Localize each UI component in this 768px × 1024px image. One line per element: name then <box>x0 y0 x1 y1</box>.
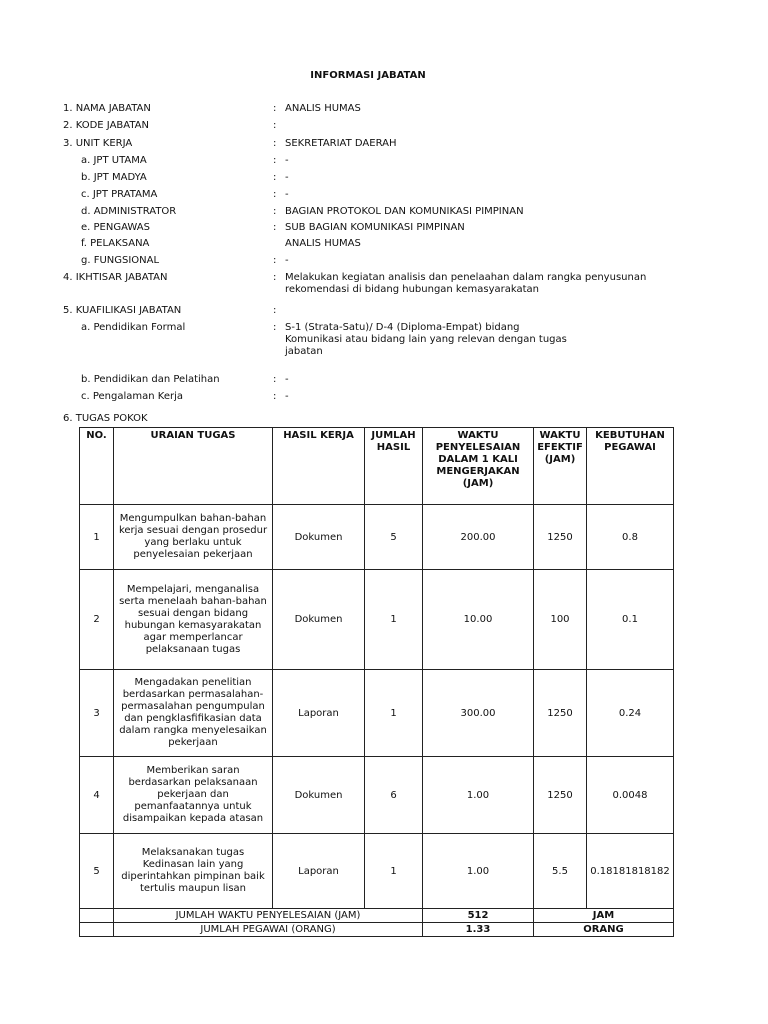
summary-row-waktu <box>80 909 674 923</box>
info-value: S-1 (Strata-Satu)/ D-4 (Diploma-Empat) bidang Komunikasi atau bidang lain yang relevan dengan tugas jabatan <box>285 322 567 357</box>
table-row <box>80 505 674 570</box>
cell-efektif: 1250 <box>534 757 587 834</box>
cell-efektif: 5.5 <box>534 834 587 909</box>
info-value: - <box>285 374 289 385</box>
info-label: d. ADMINISTRATOR <box>81 206 177 217</box>
cell-no: 4 <box>80 757 114 834</box>
cell-waktu: 1.00 <box>423 834 534 909</box>
table-header-row <box>80 428 674 505</box>
header-waktu: WAKTU PENYELESAIAN DALAM 1 KALI MENGERJAKAN (JAM) <box>423 428 534 505</box>
cell-hasil: Laporan <box>273 670 365 757</box>
cell-kebutuhan: 0.24 <box>587 670 674 757</box>
info-value: - <box>285 391 289 402</box>
info-value: SUB BAGIAN KOMUNIKASI PIMPINAN <box>285 222 465 233</box>
info-label: 5. KUAFILIKASI JABATAN <box>63 305 182 316</box>
info-row-pendidikan-formal: a. Pendidikan Formal : S-1 (Strata-Satu)/ D-4 (Diploma-Empat) bidang Komunikasi atau bidang lain yang relevan dengan tugas jabatan <box>63 322 703 358</box>
info-value: Melakukan kegiatan analisis dan penelaahan dalam rangka penyusunan rekomendasi di bidang hubungan kemasyarakatan <box>285 272 647 295</box>
cell-no: 2 <box>80 570 114 670</box>
cell-waktu: 10.00 <box>423 570 534 670</box>
cell-jumlah: 6 <box>365 757 423 834</box>
cell-jumlah: 5 <box>365 505 423 570</box>
info-section <box>63 100 703 403</box>
info-row-jpt-madya: b. JPT MADYA : - <box>63 172 703 184</box>
info-label: c. Pengalaman Kerja <box>81 391 184 402</box>
info-row-pengawas: e. PENGAWAS : SUB BAGIAN KOMUNIKASI PIMPINAN <box>63 222 703 234</box>
info-row-administrator: d. ADMINISTRATOR : BAGIAN PROTOKOL DAN KOMUNIKASI PIMPINAN <box>63 206 703 218</box>
summary-pegawai-label: JUMLAH PEGAWAI (ORANG) <box>114 923 423 937</box>
info-label: e. PENGAWAS <box>81 222 150 233</box>
cell-hasil: Laporan <box>273 834 365 909</box>
info-row-jpt-utama: a. JPT UTAMA : - <box>63 155 703 167</box>
cell-uraian: Memberikan saran berdasarkan pelaksanaan pekerjaan dan pemanfaatannya untuk disampaikan kepada atasan <box>114 757 273 834</box>
cell-no: 5 <box>80 834 114 909</box>
cell-efektif: 1250 <box>534 670 587 757</box>
cell-hasil: Dokumen <box>273 757 365 834</box>
header-kebutuhan: KEBUTUHAN PEGAWAI <box>587 428 674 505</box>
cell-uraian: Mengumpulkan bahan-bahan kerja sesuai dengan prosedur yang berlaku untuk penyelesaian pekerjaan <box>114 505 273 570</box>
cell-uraian: Mempelajari, menganalisa serta menelaah bahan-bahan sesuai dengan bidang hubungan kemasyarakatan agar memperlancar pelaksanaan tugas <box>114 570 273 670</box>
cell-jumlah: 1 <box>365 670 423 757</box>
info-row-fungsional: g. FUNGSIONAL : - <box>63 255 703 267</box>
table-row <box>80 757 674 834</box>
info-label: 1. NAMA JABATAN <box>63 103 151 114</box>
cell-uraian: Mengadakan penelitian berdasarkan permasalahan-permasalahan pengumpulan dan pengklasfifikasian data dalam rangka menyelesaikan pekerjaan <box>114 670 273 757</box>
header-hasil: HASIL KERJA <box>273 428 365 505</box>
header-no: NO. <box>80 428 114 505</box>
info-label: 3. UNIT KERJA <box>63 138 133 149</box>
info-label: a. Pendidikan Formal <box>81 322 186 333</box>
header-uraian: URAIAN TUGAS <box>114 428 273 505</box>
info-value: - <box>285 189 289 200</box>
info-label: f. PELAKSANA <box>81 238 150 249</box>
info-row-pengalaman: c. Pengalaman Kerja : - <box>63 391 703 403</box>
tugas-table <box>79 427 674 937</box>
info-label: a. JPT UTAMA <box>81 155 147 166</box>
table-row <box>80 670 674 757</box>
info-row-ikhtisar: 4. IKHTISAR JABATAN : Melakukan kegiatan analisis dan penelaahan dalam rangka penyusunan rekomendasi di bidang hubungan kemasyarakatan <box>63 272 703 296</box>
info-row-nama-jabatan: 1. NAMA JABATAN : ANALIS HUMAS <box>63 103 703 115</box>
document-title: INFORMASI JABATAN <box>310 70 426 81</box>
info-value: - <box>285 155 289 166</box>
tugas-pokok-label: 6. TUGAS POKOK <box>63 413 148 424</box>
summary-row-pegawai <box>80 923 674 937</box>
info-value: - <box>285 172 289 183</box>
info-row-pelaksana <box>63 238 703 250</box>
cell-waktu: 200.00 <box>423 505 534 570</box>
cell-kebutuhan: 0.8 <box>587 505 674 570</box>
info-value: BAGIAN PROTOKOL DAN KOMUNIKASI PIMPINAN <box>285 206 524 217</box>
info-row-jpt-pratama: c. JPT PRATAMA : - <box>63 189 703 201</box>
info-label: b. Pendidikan dan Pelatihan <box>81 374 220 385</box>
info-label: 2. KODE JABATAN <box>63 120 149 131</box>
cell-no: 1 <box>80 505 114 570</box>
cell-kebutuhan: 0.1 <box>587 570 674 670</box>
summary-pegawai-unit: ORANG <box>534 923 674 937</box>
cell-jumlah: 1 <box>365 570 423 670</box>
cell-kebutuhan: 0.0048 <box>587 757 674 834</box>
info-row-unit-kerja: 3. UNIT KERJA : SEKRETARIAT DAERAH <box>63 138 703 150</box>
cell-efektif: 100 <box>534 570 587 670</box>
header-efektif: WAKTU EFEKTIF (JAM) <box>534 428 587 505</box>
header-jumlah: JUMLAH HASIL <box>365 428 423 505</box>
info-value: - <box>285 255 289 266</box>
cell-waktu: 300.00 <box>423 670 534 757</box>
info-row-kode-jabatan: 2. KODE JABATAN : <box>63 120 277 131</box>
table-row <box>80 570 674 670</box>
summary-waktu-label: JUMLAH WAKTU PENYELESAIAN (JAM) <box>114 909 423 923</box>
info-row-kualifikasi: 5. KUAFILIKASI JABATAN : <box>63 305 277 316</box>
cell-jumlah: 1 <box>365 834 423 909</box>
info-label: g. FUNGSIONAL <box>81 255 160 266</box>
cell-hasil: Dokumen <box>273 505 365 570</box>
cell-efektif: 1250 <box>534 505 587 570</box>
cell-waktu: 1.00 <box>423 757 534 834</box>
info-row-pendidikan-pelatihan: b. Pendidikan dan Pelatihan : - <box>63 374 703 386</box>
info-label: 4. IKHTISAR JABATAN <box>63 272 168 283</box>
info-value: ANALIS HUMAS <box>285 103 361 114</box>
info-value: SEKRETARIAT DAERAH <box>285 138 397 149</box>
summary-waktu-unit: JAM <box>534 909 674 923</box>
summary-waktu-value: 512 <box>423 909 534 923</box>
cell-uraian: Melaksanakan tugas Kedinasan lain yang diperintahkan pimpinan baik tertulis maupun lisan <box>114 834 273 909</box>
table-row <box>80 834 674 909</box>
info-label: b. JPT MADYA <box>81 172 147 183</box>
info-label: c. JPT PRATAMA <box>81 189 158 200</box>
cell-hasil: Dokumen <box>273 570 365 670</box>
summary-pegawai-value: 1.33 <box>423 923 534 937</box>
cell-kebutuhan: 0.18181818182 <box>587 834 674 909</box>
info-value: ANALIS HUMAS <box>285 238 361 249</box>
cell-no: 3 <box>80 670 114 757</box>
